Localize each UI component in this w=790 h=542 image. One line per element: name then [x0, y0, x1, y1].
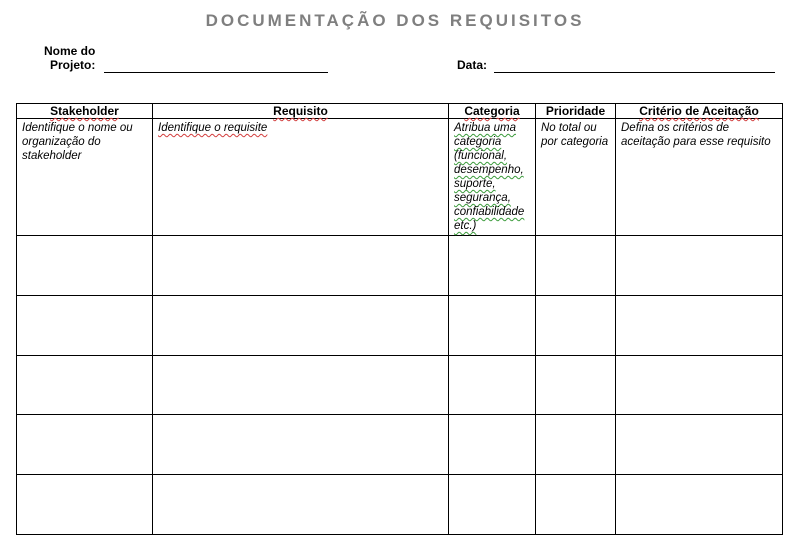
column-header-criterio: Critério de Aceitação: [616, 104, 783, 119]
cell-stakeholder[interactable]: [17, 475, 153, 535]
cell-stakeholder[interactable]: [17, 355, 153, 415]
cell-categoria[interactable]: Atribua uma categoria (funcional, desempenho, suporte, segurança, confiabilidade etc.): [449, 119, 536, 236]
cell-prioridade[interactable]: [536, 236, 616, 296]
table-header-row: [17, 104, 783, 119]
cell-stakeholder[interactable]: [17, 295, 153, 355]
date-label: Data:: [457, 58, 488, 72]
cell-criterio[interactable]: [616, 355, 783, 415]
date-field[interactable]: [494, 72, 775, 73]
cell-categoria[interactable]: [449, 415, 536, 475]
column-header-requisito: Requisito: [153, 104, 449, 119]
column-header-prioridade: Prioridade: [536, 104, 616, 119]
cell-requisito[interactable]: [153, 295, 449, 355]
cell-prioridade[interactable]: [536, 475, 616, 535]
project-name-label-line1: Nome do: [44, 44, 96, 58]
cell-categoria[interactable]: [449, 475, 536, 535]
cell-stakeholder[interactable]: [17, 236, 153, 296]
cell-stakeholder[interactable]: Identifique o nome ou organização do stakeholder: [17, 119, 153, 236]
cell-prioridade[interactable]: [536, 295, 616, 355]
page-title: DOCUMENTAÇÃO DOS REQUISITOS: [205, 11, 585, 30]
table-row: [17, 236, 783, 296]
cell-criterio[interactable]: [616, 236, 783, 296]
cell-prioridade[interactable]: [536, 415, 616, 475]
cell-requisito[interactable]: [153, 355, 449, 415]
cell-prioridade[interactable]: No total ou por categoria: [536, 119, 616, 236]
table-row: [17, 355, 783, 415]
cell-requisito[interactable]: Identifique o requisite: [153, 119, 449, 236]
column-header-categoria: Categoria: [449, 104, 536, 119]
cell-requisito[interactable]: [153, 475, 449, 535]
table-row: [17, 475, 783, 535]
cell-categoria[interactable]: [449, 236, 536, 296]
cell-stakeholder[interactable]: [17, 415, 153, 475]
cell-requisito[interactable]: [153, 236, 449, 296]
cell-requisito[interactable]: [153, 415, 449, 475]
project-name-label-line2: Projeto:: [50, 58, 96, 72]
cell-categoria[interactable]: [449, 355, 536, 415]
table-row: [17, 295, 783, 355]
cell-categoria[interactable]: [449, 295, 536, 355]
requirements-table: [16, 103, 783, 535]
cell-criterio[interactable]: [616, 295, 783, 355]
table-row: [17, 119, 783, 236]
cell-prioridade[interactable]: [536, 355, 616, 415]
cell-criterio[interactable]: [616, 415, 783, 475]
table-row: [17, 415, 783, 475]
cell-criterio[interactable]: Defina os critérios de aceitação para esse requisito: [616, 119, 783, 236]
cell-criterio[interactable]: [616, 475, 783, 535]
project-name-field[interactable]: [104, 72, 328, 73]
column-header-stakeholder: Stakeholder: [17, 104, 153, 119]
